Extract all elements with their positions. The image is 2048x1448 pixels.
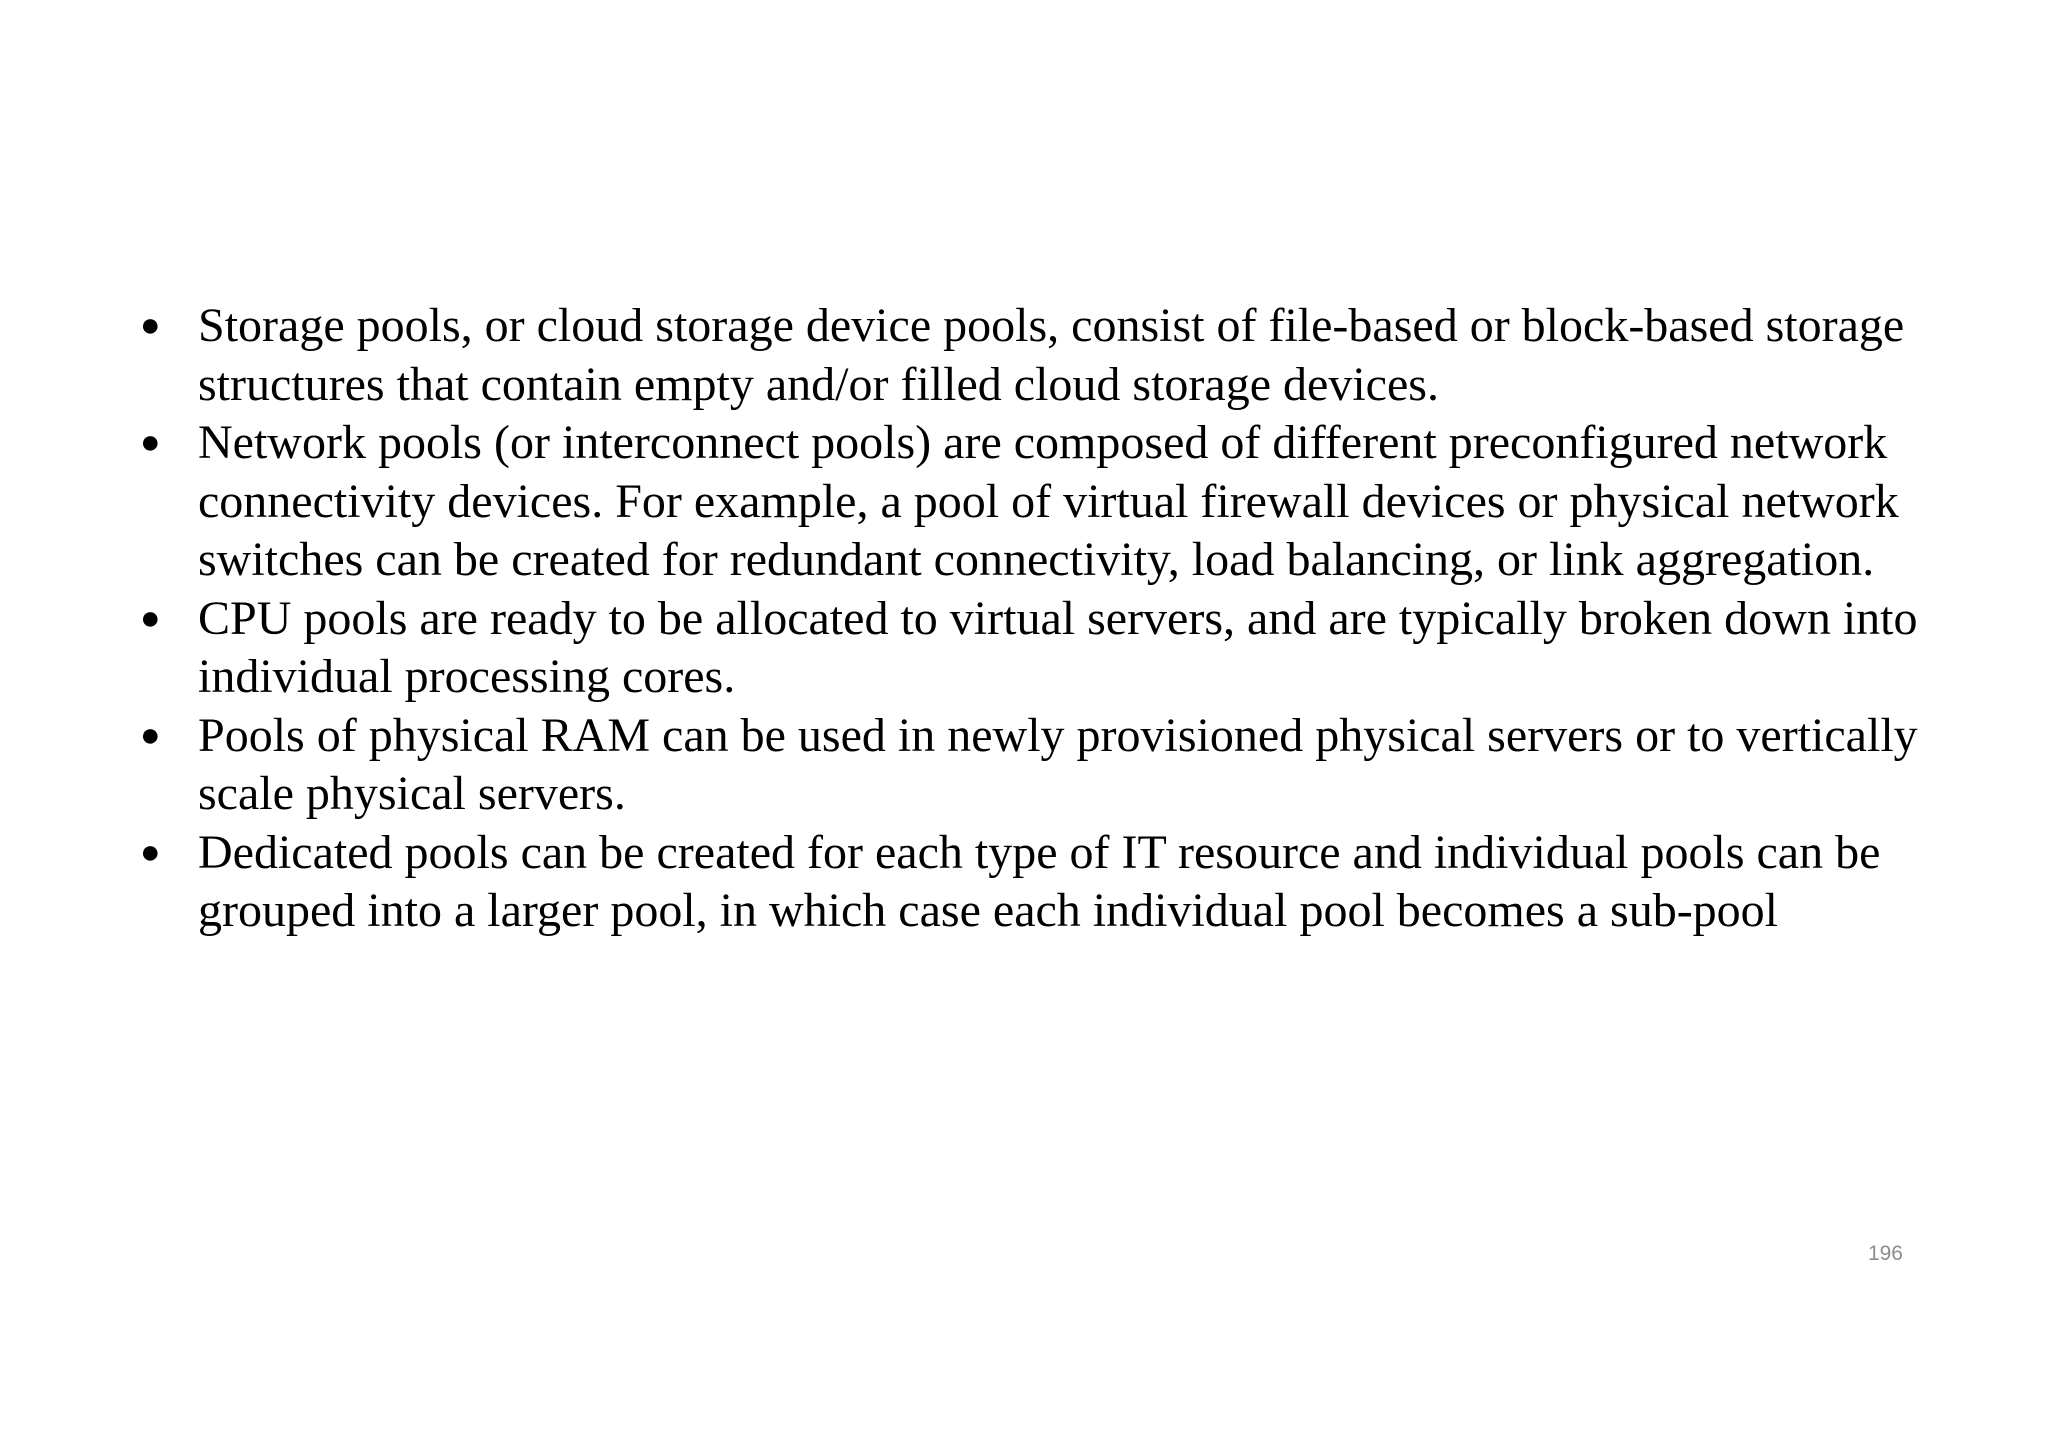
bullet-text: CPU pools are ready to be allocated to virtual servers, and are typically broken down into individual processing cores. [198,591,1918,703]
bullet-item-cpu-pools [140,590,1930,707]
bullet-item-network-pools [140,414,1930,590]
bullet-text: Network pools (or interconnect pools) are composed of different preconfigured network connectivity devices. For example, a pool of virtual firewall devices or physical network switches can be created for redundant connectivity, load balancing, or link aggregation. [198,416,1899,586]
bullet-text: Pools of physical RAM can be used in newly provisioned physical servers or to vertically scale physical servers. [198,708,1918,820]
bullet-item-dedicated-pools [140,824,1930,941]
bullet-marker: ● [140,716,161,754]
bullet-marker: ● [140,833,161,871]
bullet-marker: ● [140,307,161,344]
bullet-text: Dedicated pools can be created for each type of IT resource and individual pools can be grouped into a larger pool, in which case each individual pool becomes a sub-pool [198,825,1881,937]
bullet-marker: ● [140,424,161,461]
page-number: 196 [1867,1242,1903,1265]
bullet-text: Storage pools, or cloud storage device pools, consist of file-based or block-based storage structures that contain empty and/or filled cloud storage devices. [198,299,1905,411]
bullet-item-ram-pools [140,707,1930,824]
bullet-list [140,297,1930,941]
bullet-item-storage-pools [140,297,1930,414]
bullet-marker: ● [140,599,161,637]
